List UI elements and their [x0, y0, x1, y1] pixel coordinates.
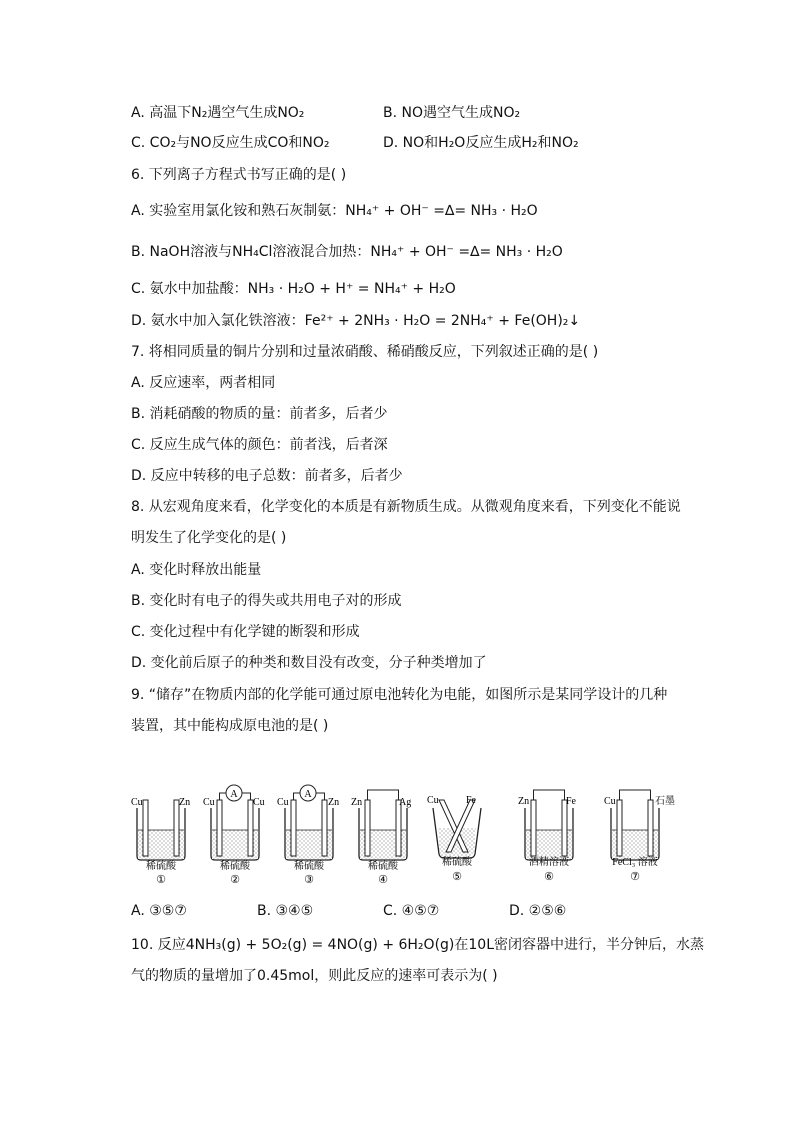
- cell-3-left-electrode: Cu: [277, 797, 289, 808]
- cell-5-number: ⑤: [452, 871, 462, 883]
- cell-4-solution: 稀硫酸: [368, 861, 398, 872]
- cell-1-number: ①: [156, 874, 166, 886]
- q6-option-d: D. 氨水中加入氯化铁溶液：Fe²⁺ + 2NH₃ · H₂O = 2NH₄⁺ + Fe(OH)₂↓: [131, 313, 581, 329]
- q5-option-c: C. CO₂与NO反应生成CO和NO₂: [131, 135, 330, 151]
- cell-1-left-electrode: Cu: [131, 797, 143, 808]
- q7-option-c: C. 反应生成气体的颜色：前者浅，后者深: [131, 437, 388, 453]
- cell-5-right-electrode: Fe: [466, 795, 476, 806]
- cell-5-left-electrode: Cu: [427, 795, 439, 806]
- q6-option-c: C. 氨水中加盐酸：NH₃ · H₂O + H⁺ = NH₄⁺ + H₂O: [131, 281, 456, 297]
- q6-stem: 6. 下列离子方程式书写正确的是( ): [131, 167, 347, 183]
- q6-option-b: B. NaOH溶液与NH₄Cl溶液混合加热：NH₄⁺ + OH⁻ =∆= NH₃ · H₂O: [131, 244, 563, 260]
- cell-2-right-electrode: Cu: [253, 797, 265, 808]
- q6-option-a: A. 实验室用氯化铵和熟石灰制氨：NH₄⁺ + OH⁻ =∆= NH₃ · H₂O: [131, 203, 538, 219]
- q9-option-d: D. ②⑤⑥: [509, 903, 567, 919]
- q7-stem: 7. 将相同质量的铜片分别和过量浓硝酸、稀硝酸反应，下列叙述正确的是( ): [131, 344, 599, 360]
- q9-stem-line1: 9. “储存”在物质内部的化学能可通过原电池转化为电能，如图所示是某同学设计的几种: [131, 687, 668, 703]
- cell-2-number: ②: [230, 874, 240, 886]
- cell-7: [604, 790, 675, 883]
- q7-option-d: D. 反应中转移的电子总数：前者多，后者少: [131, 468, 403, 484]
- cell-2-ammeter-label: A: [230, 789, 238, 800]
- cell-3-number: ③: [304, 874, 314, 886]
- cell-2-solution: 稀硫酸: [220, 861, 250, 872]
- q5-option-b: B. NO遇空气生成NO₂: [383, 105, 521, 121]
- q8-stem-line1: 8. 从宏观角度来看，化学变化的本质是有新物质生成。从微观角度来看，下列变化不能说: [131, 499, 681, 515]
- cell-5-solution: 稀硫酸: [442, 857, 472, 868]
- galvanic-cell-figure: [125, 778, 685, 888]
- q7-option-b: B. 消耗硝酸的物质的量：前者多，后者少: [131, 406, 388, 422]
- q10-stem-line1: 10. 反应4NH₃(g) + 5O₂(g) = 4NO(g) + 6H₂O(g)在10L密闭容器中进行，半分钟后，水蒸: [131, 937, 704, 953]
- cell-2: [203, 785, 265, 886]
- cell-1: [131, 797, 190, 886]
- cell-6-right-electrode: Fe: [566, 796, 576, 807]
- cell-7-solution: FeCl₃ 溶液: [612, 857, 658, 868]
- cell-7-right-electrode: 石墨: [655, 796, 675, 807]
- cell-4-number: ④: [378, 874, 388, 886]
- q9-option-b: B. ③④⑤: [257, 903, 314, 919]
- q10-stem-line2: 气的物质的量增加了0.45mol，则此反应的速率可表示为( ): [131, 968, 498, 984]
- cell-7-left-electrode: Cu: [604, 796, 616, 807]
- cell-6-solution: 酒精溶液: [529, 857, 569, 868]
- q8-option-b: B. 变化时有电子的得失或共用电子对的形成: [131, 593, 402, 609]
- cell-4: [351, 790, 411, 886]
- q8-option-d: D. 变化前后原子的种类和数目没有改变，分子种类增加了: [131, 655, 487, 671]
- cell-1-right-electrode: Zn: [179, 797, 191, 808]
- q8-stem-line2: 明发生了化学变化的是( ): [131, 530, 287, 546]
- cell-6: [518, 790, 577, 883]
- cell-3-right-electrode: Zn: [328, 797, 340, 808]
- cell-7-number: ⑦: [630, 871, 640, 883]
- q8-option-c: C. 变化过程中有化学键的断裂和形成: [131, 624, 360, 640]
- cell-4-right-electrode: Ag: [399, 797, 412, 808]
- q8-option-a: A. 变化时释放出能量: [131, 562, 262, 578]
- cell-3-ammeter-label: A: [304, 789, 312, 800]
- cell-3-solution: 稀硫酸: [294, 861, 324, 872]
- cell-6-left-electrode: Zn: [518, 796, 530, 807]
- q9-option-a: A. ③⑤⑦: [131, 903, 187, 919]
- q7-option-a: A. 反应速率，两者相同: [131, 375, 276, 391]
- cell-5: [427, 795, 481, 883]
- q9-stem-line2: 装置，其中能构成原电池的是( ): [131, 718, 329, 734]
- q9-option-c: C. ④⑤⑦: [383, 903, 440, 919]
- cell-2-left-electrode: Cu: [203, 797, 215, 808]
- cell-6-number: ⑥: [544, 871, 554, 883]
- q5-option-d: D. NO和H₂O反应生成H₂和NO₂: [383, 135, 579, 151]
- cell-4-left-electrode: Zn: [351, 797, 363, 808]
- cell-3: [277, 785, 339, 886]
- cell-1-solution: 稀硫酸: [146, 861, 176, 872]
- q5-option-a: A. 高温下N₂遇空气生成NO₂: [131, 105, 305, 121]
